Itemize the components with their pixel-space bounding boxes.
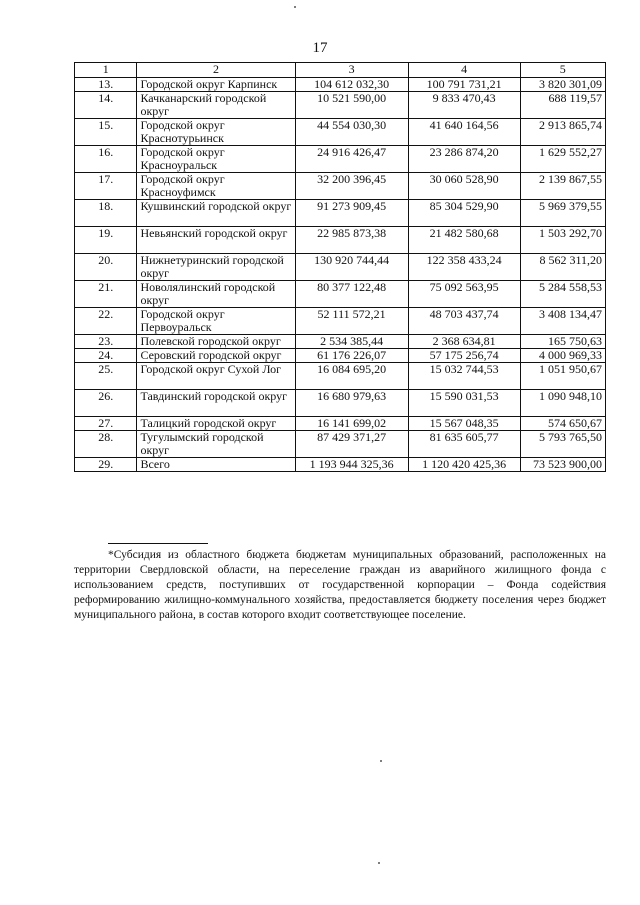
- column-3-cell: 1 193 944 325,36: [295, 458, 408, 472]
- column-4-cell: 75 092 563,95: [408, 281, 520, 308]
- table-row: [75, 390, 606, 417]
- table-row: [75, 227, 606, 254]
- subsidy-table: [74, 62, 606, 472]
- column-5-cell: 1 629 552,27: [520, 146, 605, 173]
- column-5-cell: 73 523 900,00: [520, 458, 605, 472]
- table-row: [75, 92, 606, 119]
- column-4-cell: 1 120 420 425,36: [408, 458, 520, 472]
- column-5-cell: 5 284 558,53: [520, 281, 605, 308]
- header-cell: 4: [408, 63, 520, 78]
- column-3-cell: 32 200 396,45: [295, 173, 408, 200]
- column-3-cell: 22 985 873,38: [295, 227, 408, 254]
- row-number-cell: 25.: [75, 363, 137, 390]
- row-number-cell: 14.: [75, 92, 137, 119]
- municipality-cell: Нижнетуринский городской округ: [137, 254, 295, 281]
- scan-speck: [378, 862, 380, 864]
- municipality-cell: Городской округ Карпинск: [137, 78, 295, 92]
- municipality-cell: Невьянский городской округ: [137, 227, 295, 254]
- table-row: [75, 173, 606, 200]
- column-5-cell: 2 913 865,74: [520, 119, 605, 146]
- column-4-cell: 122 358 433,24: [408, 254, 520, 281]
- header-cell: 5: [520, 63, 605, 78]
- footnote-text: *Субсидия из областного бюджета бюджетам муниципальных образований, расположенных на территории Свердловской области, на переселение граждан из аварийного жилищного фонда с использованием средств, поступивших от государственной корпорации – Фонда содействия реформированию жилищно-коммунального хозяйства, предоставляется бюджету поселения через бюджет муниципального района, в состав которого входит соответствующее поселение.: [74, 549, 606, 621]
- row-number-cell: 20.: [75, 254, 137, 281]
- column-4-cell: 48 703 437,74: [408, 308, 520, 335]
- header-cell: 1: [75, 63, 137, 78]
- table-row: [75, 119, 606, 146]
- column-3-cell: 91 273 909,45: [295, 200, 408, 227]
- municipality-cell: Всего: [137, 458, 295, 472]
- municipality-cell: Городской округ Сухой Лог: [137, 363, 295, 390]
- column-5-cell: 574 650,67: [520, 417, 605, 431]
- row-number-cell: 29.: [75, 458, 137, 472]
- row-number-cell: 26.: [75, 390, 137, 417]
- column-4-cell: 30 060 528,90: [408, 173, 520, 200]
- table-row: [75, 254, 606, 281]
- column-5-cell: 165 750,63: [520, 335, 605, 349]
- column-4-cell: 100 791 731,21: [408, 78, 520, 92]
- municipality-cell: Качканарский городской округ: [137, 92, 295, 119]
- row-number-cell: 17.: [75, 173, 137, 200]
- municipality-cell: Городской округ Краснотурьинск: [137, 119, 295, 146]
- column-3-cell: 87 429 371,27: [295, 431, 408, 458]
- column-5-cell: 688 119,57: [520, 92, 605, 119]
- column-3-cell: 52 111 572,21: [295, 308, 408, 335]
- table-row: [75, 146, 606, 173]
- row-number-cell: 23.: [75, 335, 137, 349]
- column-4-cell: 15 032 744,53: [408, 363, 520, 390]
- column-4-cell: 57 175 256,74: [408, 349, 520, 363]
- column-3-cell: 2 534 385,44: [295, 335, 408, 349]
- column-4-cell: 21 482 580,68: [408, 227, 520, 254]
- table-total-row: [75, 458, 606, 472]
- table-row: [75, 431, 606, 458]
- row-number-cell: 27.: [75, 417, 137, 431]
- table-row: [75, 308, 606, 335]
- header-cell: 2: [137, 63, 295, 78]
- municipality-cell: Тавдинский городской округ: [137, 390, 295, 417]
- table-row: [75, 417, 606, 431]
- column-3-cell: 16 084 695,20: [295, 363, 408, 390]
- table-header-row: [75, 63, 606, 78]
- header-cell: 3: [295, 63, 408, 78]
- column-5-cell: 1 503 292,70: [520, 227, 605, 254]
- column-5-cell: 2 139 867,55: [520, 173, 605, 200]
- column-3-cell: 44 554 030,30: [295, 119, 408, 146]
- column-5-cell: 1 051 950,67: [520, 363, 605, 390]
- column-3-cell: 61 176 226,07: [295, 349, 408, 363]
- table-row: [75, 363, 606, 390]
- column-3-cell: 16 141 699,02: [295, 417, 408, 431]
- column-3-cell: 104 612 032,30: [295, 78, 408, 92]
- table-row: [75, 335, 606, 349]
- municipality-cell: Городской округ Первоуральск: [137, 308, 295, 335]
- row-number-cell: 22.: [75, 308, 137, 335]
- column-5-cell: 1 090 948,10: [520, 390, 605, 417]
- row-number-cell: 13.: [75, 78, 137, 92]
- column-3-cell: 130 920 744,44: [295, 254, 408, 281]
- row-number-cell: 28.: [75, 431, 137, 458]
- municipality-cell: Кушвинский городской округ: [137, 200, 295, 227]
- row-number-cell: 21.: [75, 281, 137, 308]
- column-5-cell: 5 969 379,55: [520, 200, 605, 227]
- municipality-cell: Тугулымский городской округ: [137, 431, 295, 458]
- page-number: 17: [312, 40, 328, 56]
- municipality-cell: Серовский городской округ: [137, 349, 295, 363]
- column-3-cell: 16 680 979,63: [295, 390, 408, 417]
- row-number-cell: 15.: [75, 119, 137, 146]
- municipality-cell: Новолялинский городской округ: [137, 281, 295, 308]
- municipality-cell: Талицкий городской округ: [137, 417, 295, 431]
- column-3-cell: 80 377 122,48: [295, 281, 408, 308]
- table-row: [75, 200, 606, 227]
- footnote-divider: [108, 543, 208, 544]
- column-5-cell: 3 408 134,47: [520, 308, 605, 335]
- column-4-cell: 9 833 470,43: [408, 92, 520, 119]
- column-4-cell: 23 286 874,20: [408, 146, 520, 173]
- column-3-cell: 10 521 590,00: [295, 92, 408, 119]
- row-number-cell: 18.: [75, 200, 137, 227]
- column-4-cell: 41 640 164,56: [408, 119, 520, 146]
- municipality-cell: Полевской городской округ: [137, 335, 295, 349]
- scan-speck: [294, 6, 296, 8]
- column-5-cell: 3 820 301,09: [520, 78, 605, 92]
- column-5-cell: 8 562 311,20: [520, 254, 605, 281]
- table-row: [75, 349, 606, 363]
- table-row: [75, 281, 606, 308]
- table-row: [75, 78, 606, 92]
- row-number-cell: 24.: [75, 349, 137, 363]
- column-5-cell: 4 000 969,33: [520, 349, 605, 363]
- row-number-cell: 16.: [75, 146, 137, 173]
- municipality-cell: Городской округ Красноуфимск: [137, 173, 295, 200]
- column-4-cell: 81 635 605,77: [408, 431, 520, 458]
- row-number-cell: 19.: [75, 227, 137, 254]
- column-4-cell: 15 590 031,53: [408, 390, 520, 417]
- municipality-cell: Городской округ Красноуральск: [137, 146, 295, 173]
- column-3-cell: 24 916 426,47: [295, 146, 408, 173]
- column-4-cell: 2 368 634,81: [408, 335, 520, 349]
- column-5-cell: 5 793 765,50: [520, 431, 605, 458]
- column-4-cell: 15 567 048,35: [408, 417, 520, 431]
- column-4-cell: 85 304 529,90: [408, 200, 520, 227]
- scan-speck: [380, 760, 382, 762]
